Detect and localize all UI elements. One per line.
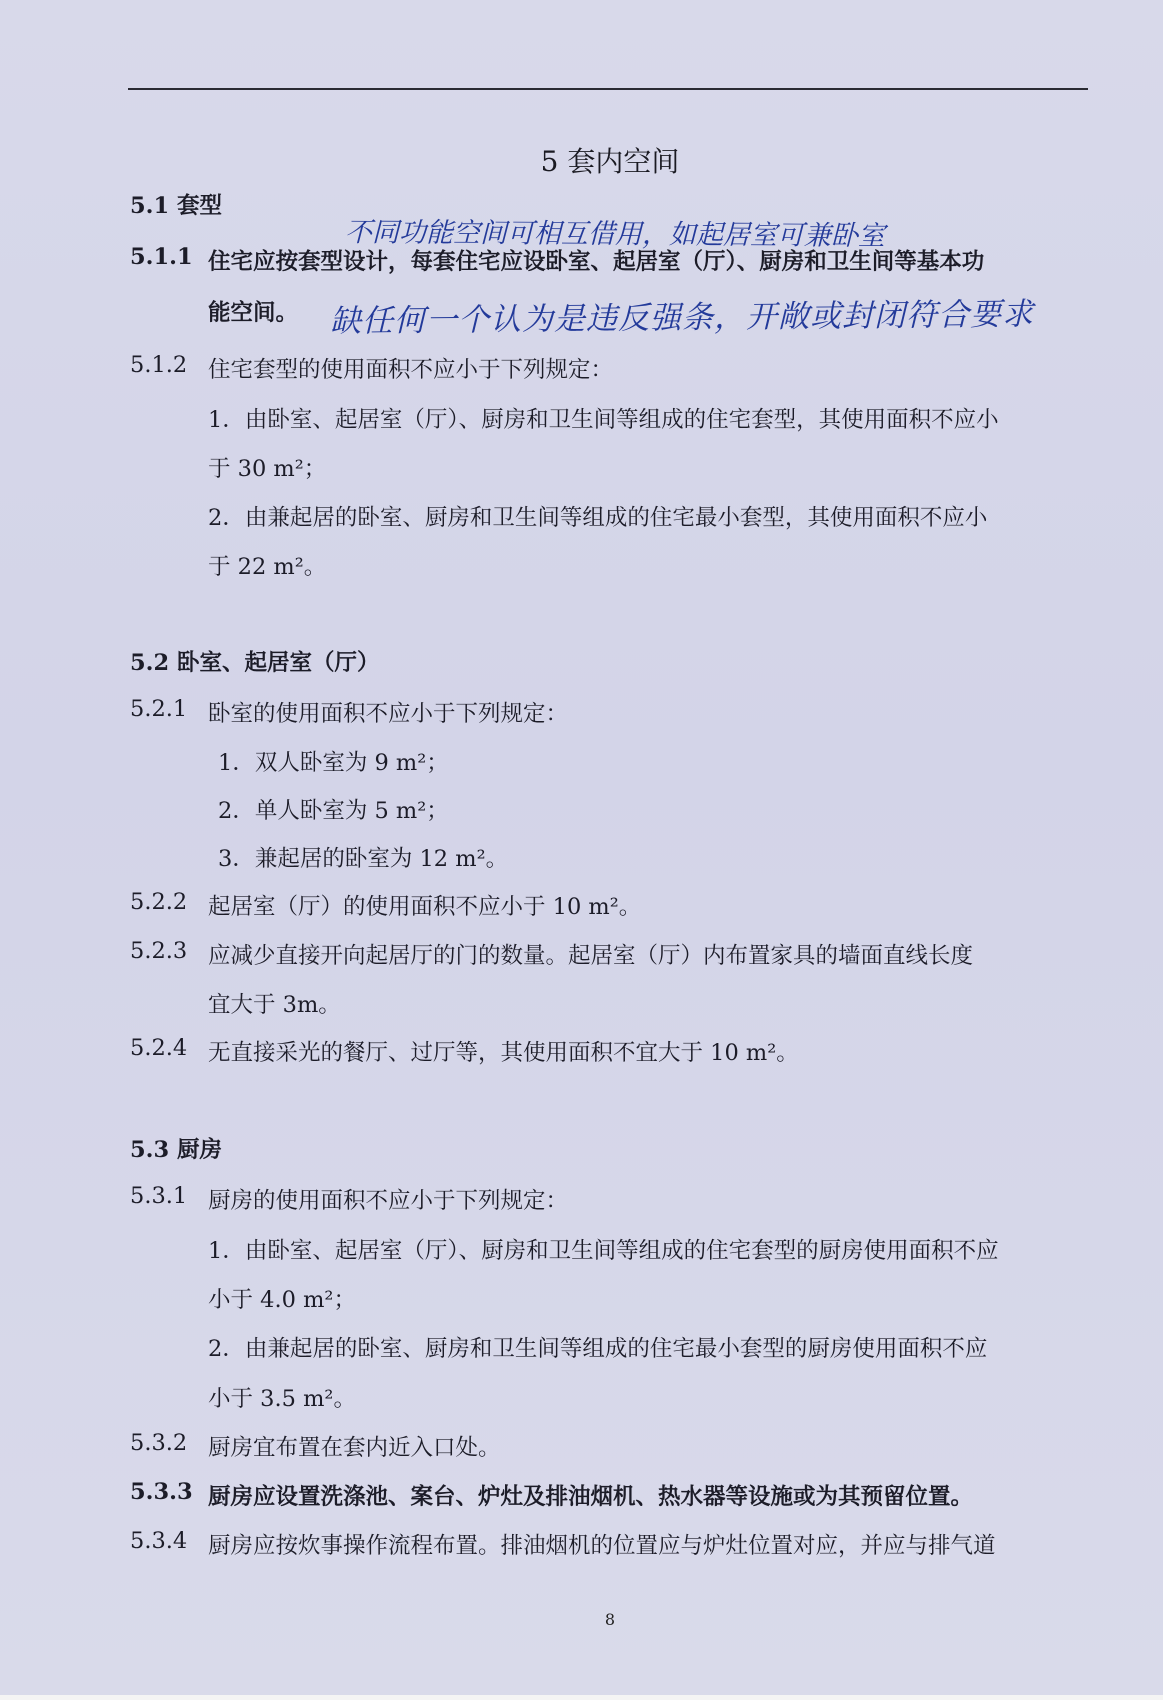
- page-number: 8: [604, 1610, 616, 1629]
- scan-bottom-margin: [0, 1695, 1163, 1700]
- clause-5-3-2-text: 厨房宜布置在套内近入口处。: [208, 1435, 501, 1461]
- chapter-title: 5 套内空间: [540, 145, 680, 178]
- clause-number-5-1-2: 5.1.2: [130, 352, 188, 378]
- clause-5-3-3-text: 厨房应设置洗涤池、案台、炉灶及排油烟机、热水器等设施或为其预留位置。: [208, 1484, 974, 1510]
- clause-5-3-1-item1-line1: 1．由卧室、起居室（厅）、厨房和卫生间等组成的住宅套型的厨房使用面积不应: [208, 1238, 999, 1264]
- clause-5-1-2-text: 住宅套型的使用面积不应小于下列规定：: [208, 357, 614, 383]
- clause-number-5-1-1: 5.1.1: [130, 244, 193, 270]
- clause-5-2-3-line1: 应减少直接开向起居厅的门的数量。起居室（厅）内布置家具的墙面直线长度: [208, 943, 974, 969]
- clause-5-3-4-text: 厨房应按炊事操作流程布置。排油烟机的位置应与炉灶位置对应，并应与排气道: [208, 1533, 996, 1559]
- clause-5-1-2-item1-line1: 1．由卧室、起居室（厅）、厨房和卫生间等组成的住宅套型，其使用面积不应小: [208, 407, 999, 433]
- clause-5-2-1-item2: 2．单人卧室为 5 m²；: [218, 798, 449, 824]
- clause-number-5-2-1: 5.2.1: [130, 696, 188, 722]
- clause-5-1-2-item2-line2: 于 22 m²。: [208, 554, 327, 580]
- clause-5-2-1-item3: 3．兼起居的卧室为 12 m²。: [218, 846, 509, 872]
- clause-5-3-1-item2-line2: 小于 3.5 m²。: [208, 1386, 356, 1412]
- clause-5-2-1-text: 卧室的使用面积不应小于下列规定：: [208, 701, 569, 727]
- handwritten-note-1: 不同功能空间可相互借用，如起居室可兼卧室: [344, 217, 886, 252]
- section-heading-5-3: 5.3 厨房: [130, 1137, 222, 1163]
- clause-5-3-1-text: 厨房的使用面积不应小于下列规定：: [208, 1188, 569, 1214]
- clause-5-1-1-line2: 能空间。: [208, 300, 299, 326]
- clause-5-1-1-line1: 住宅应按套型设计，每套住宅应设卧室、起居室（厅）、厨房和卫生间等基本功: [208, 249, 985, 275]
- clause-number-5-2-4: 5.2.4: [130, 1035, 188, 1061]
- clause-5-1-2-item1-line2: 于 30 m²；: [208, 456, 327, 482]
- clause-number-5-3-2: 5.3.2: [130, 1430, 188, 1456]
- section-heading-5-1: 5.1 套型: [130, 193, 222, 219]
- clause-5-1-2-item2-line1: 2．由兼起居的卧室、厨房和卫生间等组成的住宅最小套型，其使用面积不应小: [208, 505, 988, 531]
- handwritten-note-2: 缺任何一个认为是违反强条，开敞或封闭符合要求: [329, 296, 1035, 340]
- clause-5-3-1-item1-line2: 小于 4.0 m²；: [208, 1287, 356, 1313]
- clause-5-2-4-text: 无直接采光的餐厅、过厅等，其使用面积不宜大于 10 m²。: [208, 1040, 799, 1066]
- header-rule: [128, 88, 1088, 90]
- clause-5-2-3-line2: 宜大于 3m。: [208, 992, 341, 1018]
- clause-5-2-1-item1: 1．双人卧室为 9 m²；: [218, 750, 449, 776]
- section-heading-5-2: 5.2 卧室、起居室（厅）: [130, 650, 380, 676]
- clause-number-5-3-4: 5.3.4: [130, 1528, 188, 1554]
- clause-number-5-3-1: 5.3.1: [130, 1183, 188, 1209]
- clause-number-5-2-2: 5.2.2: [130, 889, 188, 915]
- clause-number-5-3-3: 5.3.3: [130, 1479, 193, 1505]
- clause-5-2-2-text: 起居室（厅）的使用面积不应小于 10 m²。: [208, 894, 642, 920]
- clause-number-5-2-3: 5.2.3: [130, 938, 188, 964]
- clause-5-3-1-item2-line1: 2．由兼起居的卧室、厨房和卫生间等组成的住宅最小套型的厨房使用面积不应: [208, 1336, 988, 1362]
